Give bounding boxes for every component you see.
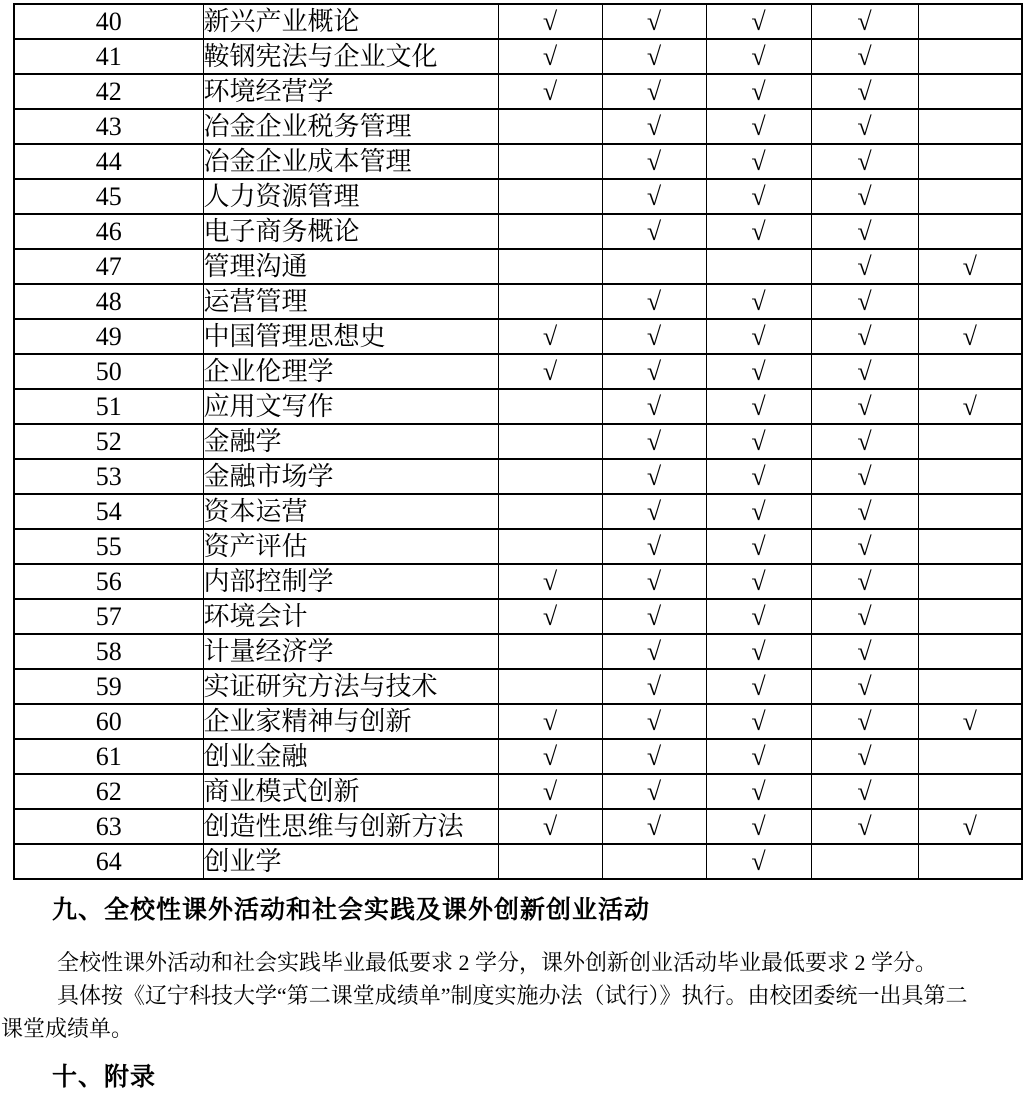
checkmark-cell: √ (706, 179, 811, 214)
checkmark-cell: √ (706, 74, 811, 109)
checkmark-cell: √ (602, 109, 706, 144)
empty-check-cell (918, 529, 1022, 564)
table-row (14, 354, 1022, 389)
course-no-cell: 48 (14, 284, 203, 319)
course-name-cell: 环境经营学 (203, 74, 498, 109)
checkmark-cell: √ (706, 319, 811, 354)
empty-check-cell (918, 284, 1022, 319)
checkmark-cell: √ (602, 564, 706, 599)
course-name-cell: 鞍钢宪法与企业文化 (203, 39, 498, 74)
checkmark-cell: √ (706, 599, 811, 634)
course-table-body (14, 4, 1022, 879)
table-row (14, 109, 1022, 144)
empty-check-cell (918, 39, 1022, 74)
course-name-cell: 金融学 (203, 424, 498, 459)
checkmark-cell: √ (602, 669, 706, 704)
table-row (14, 494, 1022, 529)
table-row (14, 39, 1022, 74)
empty-check-cell (918, 179, 1022, 214)
empty-check-cell (498, 249, 602, 284)
checkmark-cell: √ (602, 494, 706, 529)
empty-check-cell (498, 179, 602, 214)
checkmark-cell: √ (918, 704, 1022, 739)
checkmark-cell: √ (811, 354, 918, 389)
course-no-cell: 56 (14, 564, 203, 599)
checkmark-cell: √ (498, 354, 602, 389)
checkmark-cell: √ (498, 564, 602, 599)
checkmark-cell: √ (811, 109, 918, 144)
course-name-cell: 金融市场学 (203, 459, 498, 494)
empty-check-cell (918, 109, 1022, 144)
checkmark-cell: √ (811, 704, 918, 739)
checkmark-cell: √ (811, 459, 918, 494)
course-name-cell: 冶金企业成本管理 (203, 144, 498, 179)
course-no-cell: 60 (14, 704, 203, 739)
empty-check-cell (918, 599, 1022, 634)
checkmark-cell: √ (706, 109, 811, 144)
table-row (14, 249, 1022, 284)
checkmark-cell: √ (811, 669, 918, 704)
checkmark-cell: √ (706, 39, 811, 74)
checkmark-cell: √ (498, 774, 602, 809)
course-name-cell: 内部控制学 (203, 564, 498, 599)
empty-check-cell (918, 144, 1022, 179)
checkmark-cell: √ (602, 424, 706, 459)
empty-check-cell (498, 669, 602, 704)
checkmark-cell: √ (498, 39, 602, 74)
checkmark-cell: √ (706, 564, 811, 599)
course-no-cell: 41 (14, 39, 203, 74)
empty-check-cell (918, 494, 1022, 529)
course-no-cell: 47 (14, 249, 203, 284)
course-no-cell: 62 (14, 774, 203, 809)
empty-check-cell (918, 74, 1022, 109)
empty-check-cell (498, 214, 602, 249)
checkmark-cell: √ (811, 494, 918, 529)
table-row (14, 214, 1022, 249)
course-no-cell: 44 (14, 144, 203, 179)
checkmark-cell: √ (706, 144, 811, 179)
table-row (14, 4, 1022, 39)
body-text-line: 课堂成绩单。 (1, 1016, 134, 1041)
table-row (14, 179, 1022, 214)
checkmark-cell: √ (918, 389, 1022, 424)
course-name-cell: 冶金企业税务管理 (203, 109, 498, 144)
checkmark-cell: √ (602, 809, 706, 844)
table-row (14, 844, 1022, 879)
empty-check-cell (918, 564, 1022, 599)
empty-check-cell (918, 424, 1022, 459)
checkmark-cell: √ (811, 389, 918, 424)
checkmark-cell: √ (811, 774, 918, 809)
table-row (14, 704, 1022, 739)
course-no-cell: 57 (14, 599, 203, 634)
table-row (14, 809, 1022, 844)
checkmark-cell: √ (811, 634, 918, 669)
checkmark-cell: √ (602, 704, 706, 739)
checkmark-cell: √ (602, 179, 706, 214)
checkmark-cell: √ (602, 214, 706, 249)
checkmark-cell: √ (811, 424, 918, 459)
checkmark-cell: √ (706, 669, 811, 704)
table-row (14, 74, 1022, 109)
checkmark-cell: √ (602, 4, 706, 39)
empty-check-cell (602, 249, 706, 284)
empty-check-cell (918, 669, 1022, 704)
table-row (14, 459, 1022, 494)
table-row (14, 739, 1022, 774)
empty-check-cell (498, 284, 602, 319)
empty-check-cell (918, 634, 1022, 669)
checkmark-cell: √ (706, 704, 811, 739)
checkmark-cell: √ (811, 214, 918, 249)
checkmark-cell: √ (706, 354, 811, 389)
checkmark-cell: √ (811, 4, 918, 39)
checkmark-cell: √ (602, 739, 706, 774)
checkmark-cell: √ (918, 249, 1022, 284)
checkmark-cell: √ (811, 809, 918, 844)
checkmark-cell: √ (602, 634, 706, 669)
course-no-cell: 64 (14, 844, 203, 879)
table-row (14, 284, 1022, 319)
course-name-cell: 企业伦理学 (203, 354, 498, 389)
course-name-cell: 新兴产业概论 (203, 4, 498, 39)
checkmark-cell: √ (811, 249, 918, 284)
checkmark-cell: √ (498, 739, 602, 774)
checkmark-cell: √ (602, 774, 706, 809)
empty-check-cell (498, 109, 602, 144)
table-row (14, 144, 1022, 179)
course-name-cell: 人力资源管理 (203, 179, 498, 214)
checkmark-cell: √ (706, 739, 811, 774)
checkmark-cell: √ (706, 459, 811, 494)
empty-check-cell (498, 494, 602, 529)
checkmark-cell: √ (602, 529, 706, 564)
table-row (14, 564, 1022, 599)
course-no-cell: 40 (14, 4, 203, 39)
checkmark-cell: √ (706, 214, 811, 249)
body-text-line: 全校性课外活动和社会实践毕业最低要求 2 学分，课外创新创业活动毕业最低要求 2 学分。 (57, 950, 938, 975)
table-row (14, 634, 1022, 669)
course-no-cell: 63 (14, 809, 203, 844)
checkmark-cell: √ (706, 529, 811, 564)
checkmark-cell: √ (602, 459, 706, 494)
checkmark-cell: √ (602, 284, 706, 319)
course-table (13, 3, 1023, 880)
course-name-cell: 资产评估 (203, 529, 498, 564)
course-name-cell: 资本运营 (203, 494, 498, 529)
checkmark-cell: √ (602, 74, 706, 109)
checkmark-cell: √ (918, 319, 1022, 354)
checkmark-cell: √ (811, 529, 918, 564)
checkmark-cell: √ (498, 599, 602, 634)
empty-check-cell (498, 389, 602, 424)
table-row (14, 529, 1022, 564)
empty-check-cell (498, 634, 602, 669)
checkmark-cell: √ (498, 319, 602, 354)
course-name-cell: 运营管理 (203, 284, 498, 319)
checkmark-cell: √ (706, 284, 811, 319)
course-name-cell: 计量经济学 (203, 634, 498, 669)
empty-check-cell (811, 844, 918, 879)
checkmark-cell: √ (706, 809, 811, 844)
course-no-cell: 45 (14, 179, 203, 214)
checkmark-cell: √ (706, 4, 811, 39)
empty-check-cell (498, 424, 602, 459)
checkmark-cell: √ (602, 389, 706, 424)
empty-check-cell (498, 844, 602, 879)
checkmark-cell: √ (811, 39, 918, 74)
empty-check-cell (918, 214, 1022, 249)
empty-check-cell (918, 354, 1022, 389)
table-row (14, 599, 1022, 634)
checkmark-cell: √ (602, 319, 706, 354)
empty-check-cell (706, 249, 811, 284)
checkmark-cell: √ (706, 424, 811, 459)
checkmark-cell: √ (706, 634, 811, 669)
table-row (14, 319, 1022, 354)
course-name-cell: 企业家精神与创新 (203, 704, 498, 739)
course-no-cell: 54 (14, 494, 203, 529)
empty-check-cell (498, 459, 602, 494)
section-heading-ten: 十、附录 (52, 1063, 157, 1091)
course-no-cell: 58 (14, 634, 203, 669)
empty-check-cell (498, 144, 602, 179)
course-name-cell: 创造性思维与创新方法 (203, 809, 498, 844)
empty-check-cell (498, 529, 602, 564)
checkmark-cell: √ (811, 144, 918, 179)
course-name-cell: 管理沟通 (203, 249, 498, 284)
course-name-cell: 环境会计 (203, 599, 498, 634)
checkmark-cell: √ (706, 844, 811, 879)
checkmark-cell: √ (918, 809, 1022, 844)
course-name-cell: 电子商务概论 (203, 214, 498, 249)
checkmark-cell: √ (498, 704, 602, 739)
course-no-cell: 61 (14, 739, 203, 774)
empty-check-cell (918, 844, 1022, 879)
checkmark-cell: √ (602, 144, 706, 179)
course-no-cell: 43 (14, 109, 203, 144)
course-no-cell: 49 (14, 319, 203, 354)
course-name-cell: 创业金融 (203, 739, 498, 774)
course-name-cell: 商业模式创新 (203, 774, 498, 809)
checkmark-cell: √ (811, 284, 918, 319)
checkmark-cell: √ (811, 74, 918, 109)
table-row (14, 669, 1022, 704)
checkmark-cell: √ (498, 74, 602, 109)
empty-check-cell (602, 844, 706, 879)
checkmark-cell: √ (602, 39, 706, 74)
checkmark-cell: √ (706, 389, 811, 424)
section-heading-nine: 九、全校性课外活动和社会实践及课外创新创业活动 (52, 896, 651, 924)
course-no-cell: 42 (14, 74, 203, 109)
checkmark-cell: √ (811, 739, 918, 774)
empty-check-cell (918, 4, 1022, 39)
course-no-cell: 51 (14, 389, 203, 424)
checkmark-cell: √ (498, 809, 602, 844)
empty-check-cell (918, 459, 1022, 494)
body-text-line: 具体按《辽宁科技大学“第二课堂成绩单”制度实施办法（试行）》执行。由校团委统一出具第二 (57, 983, 968, 1008)
course-no-cell: 46 (14, 214, 203, 249)
table-row (14, 424, 1022, 459)
empty-check-cell (918, 739, 1022, 774)
course-no-cell: 52 (14, 424, 203, 459)
checkmark-cell: √ (602, 354, 706, 389)
course-name-cell: 中国管理思想史 (203, 319, 498, 354)
course-name-cell: 创业学 (203, 844, 498, 879)
empty-check-cell (918, 774, 1022, 809)
checkmark-cell: √ (706, 494, 811, 529)
course-no-cell: 50 (14, 354, 203, 389)
checkmark-cell: √ (811, 179, 918, 214)
checkmark-cell: √ (811, 599, 918, 634)
checkmark-cell: √ (811, 564, 918, 599)
course-no-cell: 59 (14, 669, 203, 704)
checkmark-cell: √ (498, 4, 602, 39)
course-name-cell: 应用文写作 (203, 389, 498, 424)
table-row (14, 774, 1022, 809)
course-no-cell: 55 (14, 529, 203, 564)
course-no-cell: 53 (14, 459, 203, 494)
checkmark-cell: √ (811, 319, 918, 354)
course-name-cell: 实证研究方法与技术 (203, 669, 498, 704)
checkmark-cell: √ (602, 599, 706, 634)
table-row (14, 389, 1022, 424)
checkmark-cell: √ (706, 774, 811, 809)
